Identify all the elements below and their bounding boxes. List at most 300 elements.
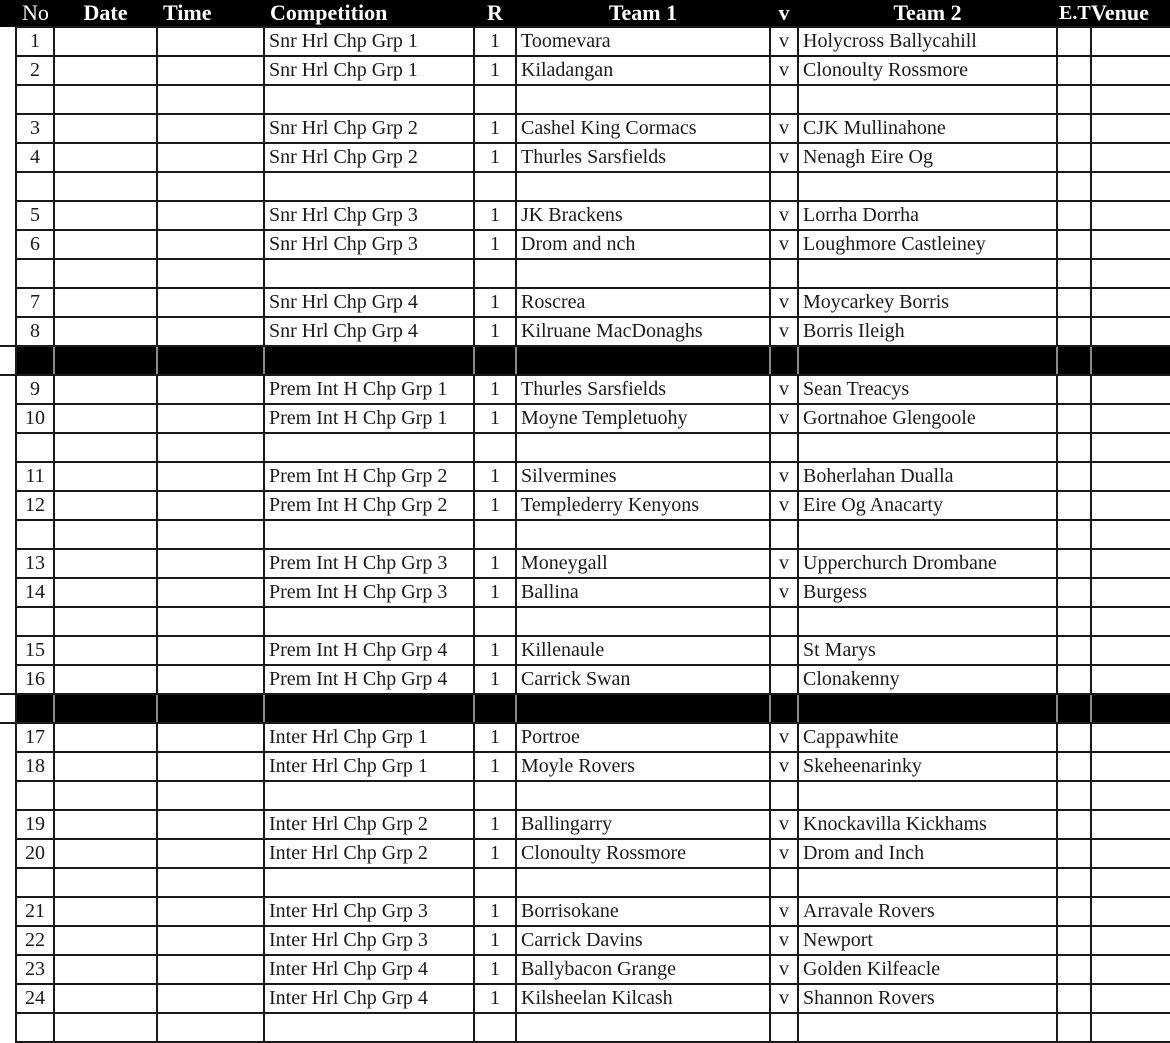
- fixture-row: [0, 317, 1170, 346]
- fixture-row: [0, 27, 1170, 56]
- cell-versus: v: [770, 810, 798, 839]
- cell-no: 18: [16, 752, 54, 781]
- cell-venue: [1091, 578, 1170, 607]
- cell-competition: [264, 85, 474, 114]
- cell-round: [474, 520, 516, 549]
- cell-no: [16, 607, 54, 636]
- cell-no: 4: [16, 143, 54, 172]
- cell-team1: [516, 433, 770, 462]
- row-gutter: [0, 259, 16, 288]
- cell-round: 1: [474, 955, 516, 984]
- fixture-row: [0, 636, 1170, 665]
- section-divider: [0, 694, 1170, 723]
- cell-venue: [1091, 114, 1170, 143]
- row-gutter: [0, 172, 16, 201]
- cell-extra-time: [1057, 404, 1091, 433]
- cell-team2: Upperchurch Drombane: [798, 549, 1057, 578]
- cell-team1: [516, 520, 770, 549]
- cell-team1: Carrick Davins: [516, 926, 770, 955]
- cell-competition: Snr Hrl Chp Grp 3: [264, 201, 474, 230]
- cell-team2: [798, 868, 1057, 897]
- cell-time: [157, 520, 264, 549]
- cell-no: 12: [16, 491, 54, 520]
- cell-date: [54, 781, 157, 810]
- cell-competition: Inter Hrl Chp Grp 1: [264, 723, 474, 752]
- fixtures-body: [0, 27, 1170, 1042]
- cell-team1: [516, 607, 770, 636]
- cell-venue: [1091, 259, 1170, 288]
- cell-time: [157, 607, 264, 636]
- cell-venue: [1091, 27, 1170, 56]
- cell-team1: Ballybacon Grange: [516, 955, 770, 984]
- row-gutter: [0, 868, 16, 897]
- cell-round: 1: [474, 375, 516, 404]
- cell-date: [54, 491, 157, 520]
- cell-team1: Templederry Kenyons: [516, 491, 770, 520]
- cell-round: 1: [474, 491, 516, 520]
- cell-competition: Snr Hrl Chp Grp 1: [264, 27, 474, 56]
- spacer-row: [0, 607, 1170, 636]
- row-gutter: [0, 520, 16, 549]
- cell-venue: [1091, 520, 1170, 549]
- cell-versus: [770, 781, 798, 810]
- cell-date: [54, 201, 157, 230]
- cell-no: [16, 172, 54, 201]
- cell-date: [54, 578, 157, 607]
- cell-versus: [770, 665, 798, 694]
- cell-extra-time: [1057, 897, 1091, 926]
- cell-date: [54, 375, 157, 404]
- cell-extra-time: [1057, 607, 1091, 636]
- cell-time: [157, 781, 264, 810]
- cell-versus: v: [770, 723, 798, 752]
- cell-time: [157, 752, 264, 781]
- cell-competition: Inter Hrl Chp Grp 4: [264, 955, 474, 984]
- row-gutter: [0, 317, 16, 346]
- cell-time: [157, 172, 264, 201]
- cell-competition: Prem Int H Chp Grp 2: [264, 462, 474, 491]
- cell-versus: v: [770, 984, 798, 1013]
- cell-venue: [1091, 607, 1170, 636]
- cell-time: [157, 230, 264, 259]
- cell-competition: [264, 607, 474, 636]
- fixture-row: [0, 462, 1170, 491]
- cell-no: 8: [16, 317, 54, 346]
- cell-versus: v: [770, 752, 798, 781]
- cell-versus: [770, 607, 798, 636]
- cell-date: [54, 56, 157, 85]
- row-gutter: [0, 375, 16, 404]
- row-gutter: [0, 114, 16, 143]
- cell-team1: Toomevara: [516, 27, 770, 56]
- cell-round: 1: [474, 578, 516, 607]
- cell-competition: Inter Hrl Chp Grp 3: [264, 926, 474, 955]
- cell-venue: [1091, 839, 1170, 868]
- fixture-row: [0, 810, 1170, 839]
- cell-time: [157, 462, 264, 491]
- cell-team2: Boherlahan Dualla: [798, 462, 1057, 491]
- cell-team2: Skeheenarinky: [798, 752, 1057, 781]
- cell-round: [474, 85, 516, 114]
- cell-venue: [1091, 1013, 1170, 1042]
- cell-versus: [770, 1013, 798, 1042]
- cell-round: 1: [474, 56, 516, 85]
- row-gutter: [0, 781, 16, 810]
- cell-round: 1: [474, 752, 516, 781]
- cell-time: [157, 897, 264, 926]
- header-round: R: [474, 0, 516, 27]
- cell-round: [474, 781, 516, 810]
- cell-competition: [264, 346, 474, 375]
- cell-date: [54, 346, 157, 375]
- cell-extra-time: [1057, 143, 1091, 172]
- cell-time: [157, 56, 264, 85]
- cell-extra-time: [1057, 955, 1091, 984]
- cell-extra-time: [1057, 578, 1091, 607]
- cell-team2: Eire Og Anacarty: [798, 491, 1057, 520]
- row-gutter: [0, 462, 16, 491]
- cell-no: [16, 346, 54, 375]
- cell-extra-time: [1057, 27, 1091, 56]
- cell-extra-time: [1057, 752, 1091, 781]
- cell-extra-time: [1057, 56, 1091, 85]
- fixture-row: [0, 230, 1170, 259]
- cell-team1: Thurles Sarsfields: [516, 375, 770, 404]
- cell-extra-time: [1057, 520, 1091, 549]
- cell-time: [157, 955, 264, 984]
- cell-versus: [770, 636, 798, 665]
- cell-date: [54, 288, 157, 317]
- header-no: No: [16, 0, 54, 27]
- section-divider: [0, 346, 1170, 375]
- row-gutter: [0, 752, 16, 781]
- cell-round: 1: [474, 27, 516, 56]
- cell-team2: Knockavilla Kickhams: [798, 810, 1057, 839]
- header-team2: Team 2: [798, 0, 1057, 27]
- cell-team2: [798, 520, 1057, 549]
- fixture-row: [0, 114, 1170, 143]
- fixture-row: [0, 839, 1170, 868]
- cell-no: 11: [16, 462, 54, 491]
- cell-round: [474, 1013, 516, 1042]
- cell-team2: Burgess: [798, 578, 1057, 607]
- cell-versus: v: [770, 230, 798, 259]
- cell-round: 1: [474, 201, 516, 230]
- spacer-row: [0, 259, 1170, 288]
- cell-versus: v: [770, 317, 798, 346]
- cell-venue: [1091, 636, 1170, 665]
- cell-versus: [770, 259, 798, 288]
- cell-venue: [1091, 143, 1170, 172]
- cell-venue: [1091, 926, 1170, 955]
- cell-versus: [770, 694, 798, 723]
- cell-competition: Inter Hrl Chp Grp 2: [264, 839, 474, 868]
- cell-date: [54, 433, 157, 462]
- cell-team2: [798, 1013, 1057, 1042]
- cell-team2: Moycarkey Borris: [798, 288, 1057, 317]
- cell-extra-time: [1057, 926, 1091, 955]
- cell-team1: Silvermines: [516, 462, 770, 491]
- cell-competition: Snr Hrl Chp Grp 4: [264, 317, 474, 346]
- cell-extra-time: [1057, 694, 1091, 723]
- cell-date: [54, 317, 157, 346]
- cell-date: [54, 636, 157, 665]
- row-gutter: [0, 404, 16, 433]
- row-gutter: [0, 607, 16, 636]
- cell-time: [157, 491, 264, 520]
- fixture-row: [0, 897, 1170, 926]
- header-date: Date: [54, 0, 157, 27]
- cell-time: [157, 810, 264, 839]
- row-gutter: [0, 926, 16, 955]
- cell-no: 16: [16, 665, 54, 694]
- cell-team1: Portroe: [516, 723, 770, 752]
- cell-round: 1: [474, 897, 516, 926]
- cell-venue: [1091, 56, 1170, 85]
- cell-round: 1: [474, 665, 516, 694]
- cell-versus: v: [770, 288, 798, 317]
- cell-no: [16, 1013, 54, 1042]
- cell-time: [157, 346, 264, 375]
- cell-team2: Nenagh Eire Og: [798, 143, 1057, 172]
- cell-no: [16, 781, 54, 810]
- cell-round: 1: [474, 636, 516, 665]
- cell-team1: Kilsheelan Kilcash: [516, 984, 770, 1013]
- cell-extra-time: [1057, 549, 1091, 578]
- row-gutter: [0, 839, 16, 868]
- cell-competition: Snr Hrl Chp Grp 1: [264, 56, 474, 85]
- header-competition: Competition: [264, 0, 474, 27]
- header-extra-time: E.T: [1057, 0, 1091, 27]
- row-gutter: [0, 810, 16, 839]
- cell-venue: [1091, 665, 1170, 694]
- cell-venue: [1091, 85, 1170, 114]
- fixture-row: [0, 955, 1170, 984]
- row-gutter: [0, 897, 16, 926]
- cell-extra-time: [1057, 665, 1091, 694]
- cell-date: [54, 85, 157, 114]
- cell-extra-time: [1057, 288, 1091, 317]
- cell-extra-time: [1057, 230, 1091, 259]
- cell-round: [474, 868, 516, 897]
- cell-time: [157, 839, 264, 868]
- cell-round: 1: [474, 288, 516, 317]
- fixture-row: [0, 491, 1170, 520]
- cell-team1: Ballina: [516, 578, 770, 607]
- cell-extra-time: [1057, 636, 1091, 665]
- cell-versus: [770, 85, 798, 114]
- fixture-row: [0, 375, 1170, 404]
- cell-no: 17: [16, 723, 54, 752]
- cell-extra-time: [1057, 984, 1091, 1013]
- cell-versus: v: [770, 404, 798, 433]
- cell-no: [16, 520, 54, 549]
- cell-versus: v: [770, 955, 798, 984]
- cell-competition: [264, 781, 474, 810]
- cell-versus: [770, 520, 798, 549]
- cell-team1: [516, 172, 770, 201]
- cell-round: 1: [474, 984, 516, 1013]
- cell-round: 1: [474, 549, 516, 578]
- cell-venue: [1091, 433, 1170, 462]
- cell-time: [157, 665, 264, 694]
- cell-date: [54, 868, 157, 897]
- cell-no: 2: [16, 56, 54, 85]
- cell-competition: [264, 694, 474, 723]
- cell-competition: [264, 1013, 474, 1042]
- cell-venue: [1091, 317, 1170, 346]
- cell-competition: Inter Hrl Chp Grp 1: [264, 752, 474, 781]
- cell-competition: [264, 259, 474, 288]
- cell-extra-time: [1057, 114, 1091, 143]
- cell-team2: [798, 172, 1057, 201]
- cell-round: 1: [474, 404, 516, 433]
- cell-versus: v: [770, 27, 798, 56]
- cell-round: [474, 694, 516, 723]
- cell-time: [157, 259, 264, 288]
- cell-competition: Snr Hrl Chp Grp 4: [264, 288, 474, 317]
- fixture-row: [0, 56, 1170, 85]
- cell-extra-time: [1057, 781, 1091, 810]
- cell-round: 1: [474, 462, 516, 491]
- cell-competition: Prem Int H Chp Grp 3: [264, 549, 474, 578]
- cell-time: [157, 984, 264, 1013]
- cell-versus: v: [770, 143, 798, 172]
- cell-team1: [516, 868, 770, 897]
- fixture-row: [0, 723, 1170, 752]
- cell-round: 1: [474, 926, 516, 955]
- cell-team2: [798, 694, 1057, 723]
- cell-extra-time: [1057, 868, 1091, 897]
- row-gutter: [0, 56, 16, 85]
- cell-team2: Holycross Ballycahill: [798, 27, 1057, 56]
- cell-team1: Moneygall: [516, 549, 770, 578]
- cell-competition: Prem Int H Chp Grp 4: [264, 665, 474, 694]
- cell-venue: [1091, 752, 1170, 781]
- cell-team1: Moyne Templetuohy: [516, 404, 770, 433]
- cell-team1: Roscrea: [516, 288, 770, 317]
- cell-competition: [264, 172, 474, 201]
- cell-date: [54, 549, 157, 578]
- cell-round: 1: [474, 839, 516, 868]
- fixture-row: [0, 549, 1170, 578]
- cell-extra-time: [1057, 462, 1091, 491]
- cell-team2: [798, 781, 1057, 810]
- cell-extra-time: [1057, 317, 1091, 346]
- spacer-row: [0, 172, 1170, 201]
- cell-competition: Prem Int H Chp Grp 1: [264, 375, 474, 404]
- cell-date: [54, 984, 157, 1013]
- cell-versus: v: [770, 578, 798, 607]
- cell-versus: v: [770, 926, 798, 955]
- cell-team2: Cappawhite: [798, 723, 1057, 752]
- cell-time: [157, 868, 264, 897]
- cell-versus: [770, 172, 798, 201]
- cell-time: [157, 143, 264, 172]
- cell-versus: v: [770, 114, 798, 143]
- row-gutter: [0, 346, 16, 375]
- cell-competition: Inter Hrl Chp Grp 3: [264, 897, 474, 926]
- cell-venue: [1091, 404, 1170, 433]
- cell-team2: [798, 85, 1057, 114]
- fixture-row: [0, 201, 1170, 230]
- cell-venue: [1091, 723, 1170, 752]
- cell-round: [474, 259, 516, 288]
- cell-date: [54, 520, 157, 549]
- cell-extra-time: [1057, 810, 1091, 839]
- header-versus: v: [770, 0, 798, 27]
- row-gutter: [0, 984, 16, 1013]
- header-team1: Team 1: [516, 0, 770, 27]
- cell-team2: Gortnahoe Glengoole: [798, 404, 1057, 433]
- row-gutter: [0, 636, 16, 665]
- cell-no: 9: [16, 375, 54, 404]
- spacer-row: [0, 1013, 1170, 1042]
- header-row: [0, 0, 1170, 27]
- cell-date: [54, 1013, 157, 1042]
- cell-competition: Prem Int H Chp Grp 3: [264, 578, 474, 607]
- fixture-row: [0, 143, 1170, 172]
- cell-date: [54, 172, 157, 201]
- cell-round: 1: [474, 317, 516, 346]
- fixture-row: [0, 404, 1170, 433]
- cell-venue: [1091, 288, 1170, 317]
- row-gutter: [0, 491, 16, 520]
- cell-venue: [1091, 201, 1170, 230]
- cell-venue: [1091, 375, 1170, 404]
- cell-date: [54, 114, 157, 143]
- cell-extra-time: [1057, 433, 1091, 462]
- cell-versus: v: [770, 375, 798, 404]
- cell-competition: Snr Hrl Chp Grp 3: [264, 230, 474, 259]
- cell-venue: [1091, 810, 1170, 839]
- cell-date: [54, 143, 157, 172]
- cell-no: 21: [16, 897, 54, 926]
- cell-venue: [1091, 781, 1170, 810]
- cell-team1: [516, 259, 770, 288]
- cell-team2: Lorrha Dorrha: [798, 201, 1057, 230]
- cell-team1: Kiladangan: [516, 56, 770, 85]
- cell-team2: Sean Treacys: [798, 375, 1057, 404]
- cell-versus: v: [770, 549, 798, 578]
- cell-round: 1: [474, 230, 516, 259]
- cell-no: [16, 85, 54, 114]
- cell-no: 7: [16, 288, 54, 317]
- cell-team2: Arravale Rovers: [798, 897, 1057, 926]
- cell-extra-time: [1057, 172, 1091, 201]
- cell-date: [54, 723, 157, 752]
- cell-round: [474, 172, 516, 201]
- cell-team2: Clonoulty Rossmore: [798, 56, 1057, 85]
- cell-venue: [1091, 462, 1170, 491]
- row-gutter: [0, 694, 16, 723]
- cell-time: [157, 636, 264, 665]
- cell-round: 1: [474, 723, 516, 752]
- cell-round: 1: [474, 143, 516, 172]
- cell-date: [54, 607, 157, 636]
- cell-team2: [798, 433, 1057, 462]
- cell-time: [157, 85, 264, 114]
- cell-extra-time: [1057, 491, 1091, 520]
- cell-team2: CJK Mullinahone: [798, 114, 1057, 143]
- cell-date: [54, 694, 157, 723]
- spacer-row: [0, 85, 1170, 114]
- cell-time: [157, 288, 264, 317]
- cell-venue: [1091, 491, 1170, 520]
- cell-venue: [1091, 230, 1170, 259]
- cell-team2: Clonakenny: [798, 665, 1057, 694]
- cell-time: [157, 317, 264, 346]
